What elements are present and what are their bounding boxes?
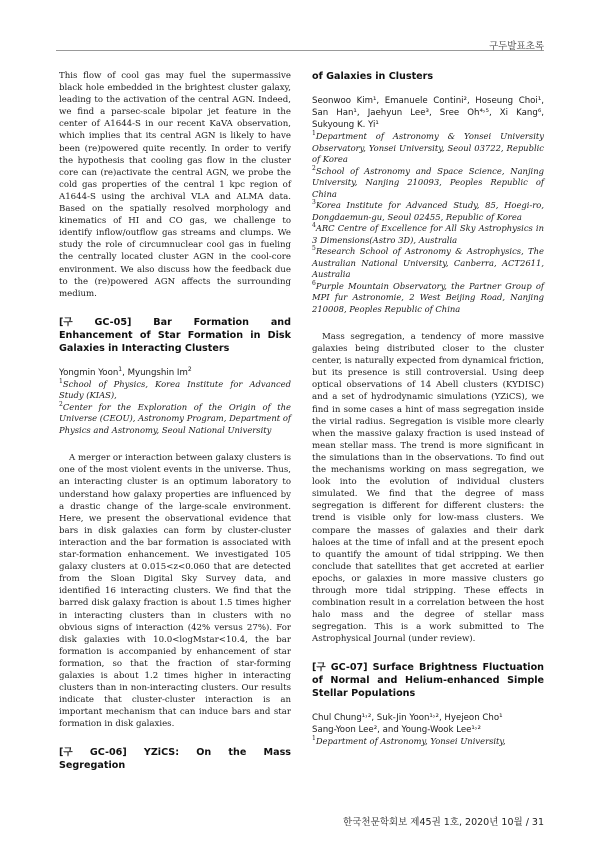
gc04-abstract-continued: This flow of cool gas may fuel the supermassive black hole embedded in the brightest cluster galaxy, leading to the activation of the central AGN. Indeed, we find a parsec-scale bipolar jet feature in the center of A1644-S in our recent KaVA observation, which implies that its central AGN is likely to have been (re)powered quite recently. In order to verify the hypothesis that cooling gas flow in the cluster core can (re)activate the central AGN, we probe the cold gas properties of the central 1 kpc region of A1644-S using the archival VLA and ALMA data. Based on the spatially resolved morphology and kinematics of HI and CO gas, we challenge to identify inflow/outflow gas streams and clumps. We study the role of circumnuclear cool gas in fueling the centrally located cluster AGN in the cool-core environment. We also discuss how the feedback due to the (re)powered AGN affects the surrounding medium. [59, 71, 291, 299]
gc05-title: [구 GC-05] Bar Formation and Enhancement of Star Formation in Disk Galaxies in Interacting Clusters [59, 316, 291, 354]
header-rule [56, 50, 544, 51]
gc06-affiliation-6: $^6$Purple Mountain Observatory, the Partner Group of MPI fur Astronomie, 2 West Beijing Road, Nanjing 210008, Peoples Republic of China [312, 279, 544, 314]
right-column [312, 70, 544, 748]
gc06-abstract: Mass segregation, a tendency of more massive galaxies being distributed closer to the cluster center, is naturally expected from dynamical friction, but its presence is still controversial. Using deep optical observations of 14 Abell clusters (KYDISC) and a set of hydrodynamic simulations (YZiCS), we find in some cases a hint of mass segregation inside the virial radius. Segregation is visible more clearly when the massive galaxy fraction is used instead of mean stellar mass. The trend is more significant in the simulations than in the observations. To find out the mechanisms working on mass segregation, we look into the evolution of individual clusters simulated. We find that the degree of mass segregation is different for different clusters: the trend is visible only for low-mass clusters. We compare the masses of galaxies and their dark haloes at the time of infall and at the present epoch to quantify the amount of tidal stripping. We then conclude that satellites that get accreted at earlier epochs, or galaxies in more massive clusters go through more tidal stripping. These effects in combination result in a correlation between the host halo mass and the degree of stellar mass segregation. This is a work submitted to The Astrophysical Journal (under review). [312, 332, 544, 645]
gc07-title: [구 GC-07] Surface Brightness Fluctuation of Normal and Helium-enhanced Simple Stellar Populations [312, 662, 544, 700]
gc07-authors-line-2: Sang-Yoon Lee², and Young-Wook Lee¹˒² [312, 725, 481, 736]
section-tag: 구두발표초록 [488, 41, 544, 52]
gc05-affiliation-1: $^1$School of Physics, Korea Institute for Advanced Study (KIAS), [59, 377, 291, 401]
gc06-affiliation-3: $^3$Korea Institute for Advanced Study, 85, Hoegi-ro, Dongdaemun-gu, Seoul 02455, Republic of Korea [312, 199, 544, 222]
left-column [59, 70, 291, 772]
gc06-affiliation-4: $^4$ARC Centre of Excellence for All Sky Astrophysics in 3 Dimensions(Astro 3D), Australia [312, 222, 544, 245]
gc06-title: [구 GC-06] YZiCS: On the Mass Segregation [59, 747, 291, 772]
gc05-abstract: A merger or interaction between galaxy clusters is one of the most violent events in the universe. Thus, an interacting cluster is an optimum laboratory to understand how galaxy properties are influenced by a drastic change of the large-scale environment. Here, we present the observational evidence that bars in disk galaxies can form by cluster-cluster interaction and the bar formation is associated with star-formation enhancement. We investigated 105 galaxy clusters at 0.015<z<0.060 that are detected from the Sloan Digital Sky Survey data, and identified 16 interacting clusters. We find that the barred disk galaxy fraction is about 1.5 times higher in interacting clusters than in clusters with no obvious signs of interaction (42% versus 27%). For disk galaxies with 10.0<logMstar<10.4, the bar formation is accompanied by enhancement of star formation, so that the fraction of star-forming galaxies is about 1.2 times higher in interacting clusters than in non-interacting clusters. Our results indicate that cluster-cluster interaction is an important mechanism that can induce bars and star formation in disk galaxies. [59, 453, 291, 730]
author-name: Yongmin Yoon [59, 367, 119, 378]
gc06-affiliation-1: $^1$Department of Astronomy & Yonsei University Observatory, Yonsei University, Seoul 03722, Republic of Korea [312, 130, 544, 164]
page-footer: 한국천문학회보 제45권 1호, 2020년 10월 / 31 [343, 817, 544, 828]
gc05-authors: Yongmin Yoon$^1$, Myungshin Im$^2$ [59, 365, 192, 378]
gc06-title-continued: of Galaxies in Clusters [312, 71, 434, 82]
gc06-authors: Seonwoo Kim¹, Emanuele Contini², Hoseung Choi¹, San Han¹, Jaehyun Lee³, Sree Oh⁴˒⁵, Xi Kang⁶, Sukyoung K. Yi¹ [312, 96, 544, 130]
gc05-affiliation-2: $^2$Center for the Exploration of the Origin of the Universe (CEOU), Astronomy Program, Department of Physics and Astronomy, Seoul National University [59, 400, 291, 435]
gc06-affiliation-2: $^2$School of Astronomy and Space Science, Nanjing University, Nanjing 210093, Peoples Republic of China [312, 164, 544, 199]
gc07-authors-line-1: Chul Chung¹˒², Suk-Jin Yoon¹˒², Hyejeon Cho¹ [312, 713, 503, 724]
gc07-affiliation-1: $^1$Department of Astronomy, Yonsei University, [312, 735, 506, 747]
gc06-affiliation-5: $^5$Research School of Astronomy & Astrophysics, The Australian National University, Canberra, ACT2611, Australia [312, 245, 544, 279]
author-name: Myungshin Im [127, 367, 188, 378]
